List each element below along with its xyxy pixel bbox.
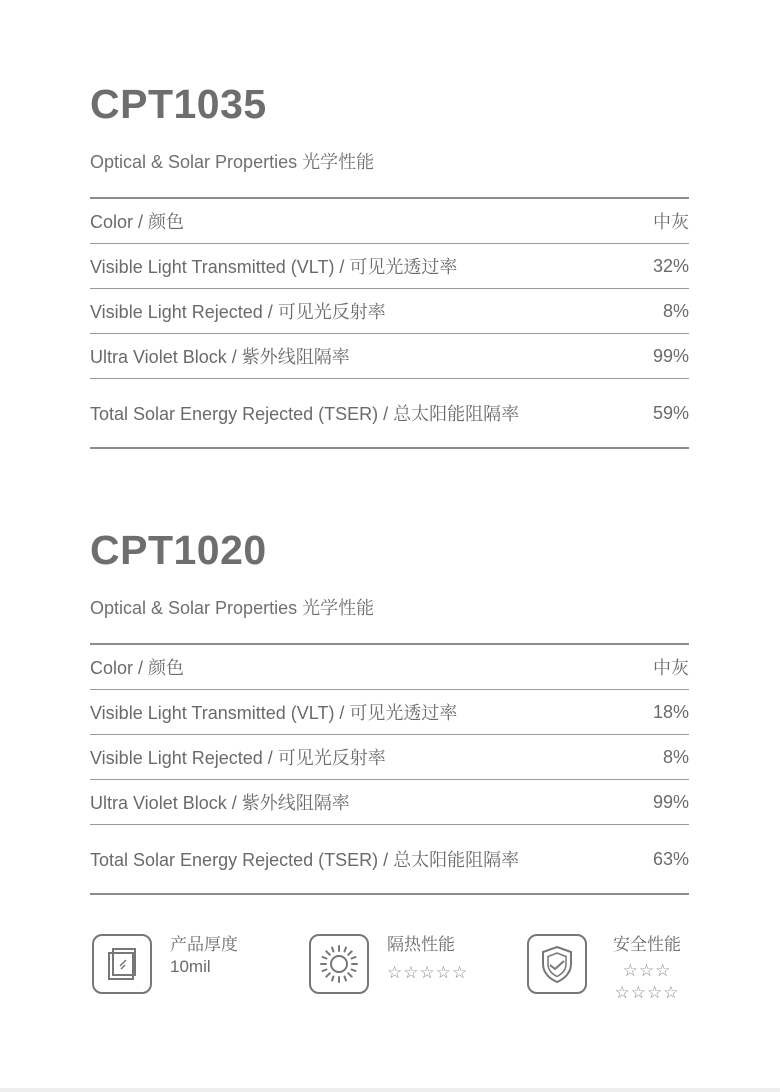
row-value: 中灰 <box>653 212 689 232</box>
section-subtitle: Optical & Solar Properties 光学性能 <box>90 598 375 618</box>
row-value: 18% <box>652 701 689 722</box>
row-label: Ultra Violet Block / 紫外线阻隔率 <box>90 347 350 367</box>
table-row <box>90 825 689 893</box>
feature-thickness <box>92 934 238 994</box>
rating-stars: ☆☆☆ <box>622 961 672 980</box>
row-value: 63% <box>652 848 689 869</box>
table-row <box>90 379 689 447</box>
row-label: Color / 颜色 <box>90 212 185 232</box>
section-subtitle: Optical & Solar Properties 光学性能 <box>90 152 375 172</box>
feature-footer <box>0 934 780 1024</box>
table-row <box>90 334 689 379</box>
feature-title: 产品厚度 <box>170 935 238 954</box>
row-label: Ultra Violet Block / 紫外线阻隔率 <box>90 793 350 813</box>
page-divider <box>0 1088 780 1092</box>
table-row <box>90 690 689 735</box>
row-label: Color / 颜色 <box>90 658 185 678</box>
sun-icon <box>309 934 369 994</box>
product-model: CPT1035 <box>90 81 267 127</box>
table-row <box>90 735 689 780</box>
row-value: 8% <box>662 300 689 321</box>
row-label: Visible Light Transmitted (VLT) / 可见光透过率 <box>90 257 458 277</box>
rating-stars: ☆☆☆☆ <box>614 983 680 1002</box>
row-value: 99% <box>652 345 689 366</box>
feature-title: 隔热性能 <box>387 935 455 954</box>
film-thickness-icon <box>92 934 152 994</box>
row-label: Total Solar Energy Rejected (TSER) / 总太阳能阻隔率 <box>90 404 520 424</box>
row-label: Visible Light Rejected / 可见光反射率 <box>90 302 386 322</box>
row-value: 59% <box>652 402 689 423</box>
row-value: 99% <box>652 791 689 812</box>
table-row <box>90 199 689 244</box>
product-model: CPT1020 <box>90 527 267 573</box>
product-section-cpt1020 <box>90 526 689 895</box>
feature-detail: 10mil <box>170 957 211 976</box>
properties-table <box>90 643 689 895</box>
product-section-cpt1035 <box>90 80 689 449</box>
feature-title: 安全性能 <box>613 935 681 954</box>
feature-safety <box>527 934 681 1004</box>
row-label: Visible Light Rejected / 可见光反射率 <box>90 748 386 768</box>
row-label: Visible Light Transmitted (VLT) / 可见光透过率 <box>90 703 458 723</box>
row-value: 8% <box>662 746 689 767</box>
rating-stars: ☆☆☆☆☆ <box>387 963 469 982</box>
table-row <box>90 289 689 334</box>
row-value: 中灰 <box>653 658 689 678</box>
table-row <box>90 244 689 289</box>
properties-table <box>90 197 689 449</box>
row-label: Total Solar Energy Rejected (TSER) / 总太阳能阻隔率 <box>90 850 520 870</box>
table-row <box>90 780 689 825</box>
feature-heat-insulation <box>309 934 468 994</box>
shield-icon <box>527 934 587 994</box>
table-row <box>90 645 689 690</box>
row-value: 32% <box>652 255 689 276</box>
